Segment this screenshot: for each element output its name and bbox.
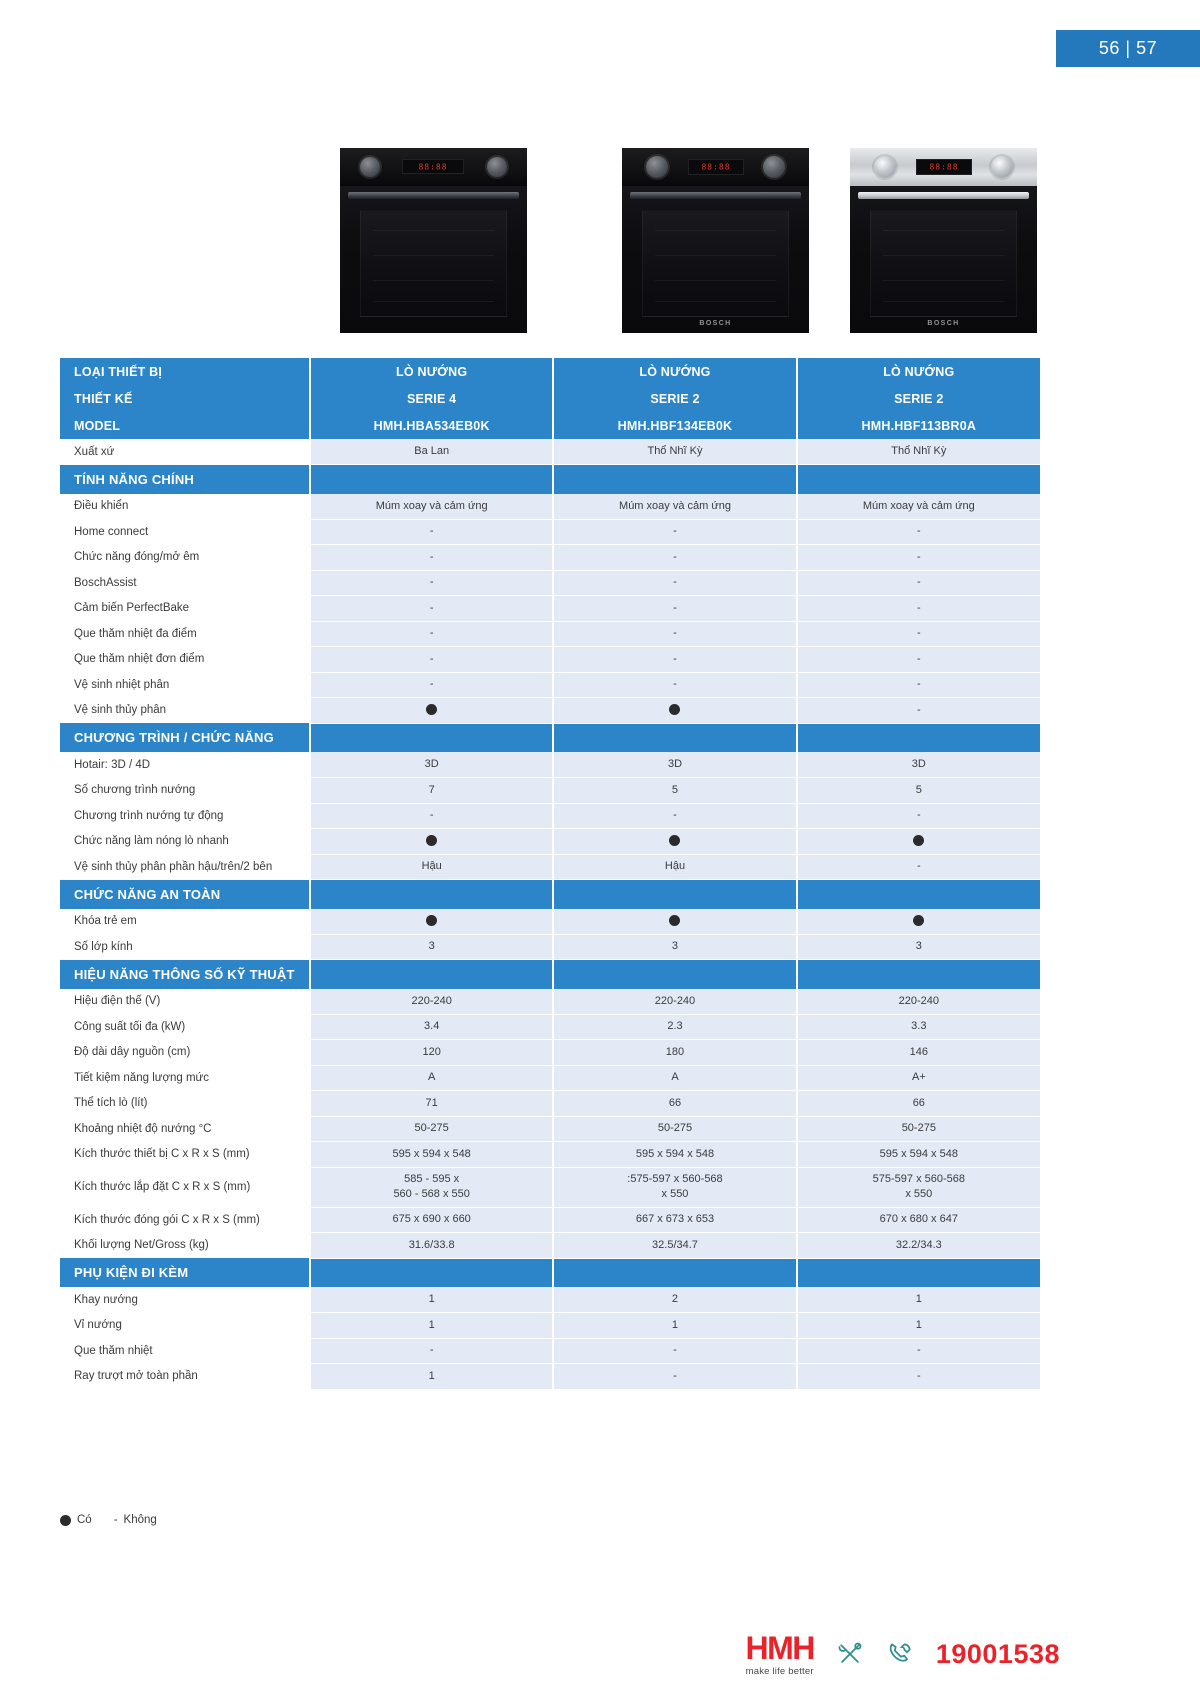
- section-fill: [553, 1258, 796, 1287]
- row-label: Độ dài dây nguồn (cm): [60, 1040, 310, 1066]
- table-cell: 180: [553, 1040, 796, 1066]
- row-label: Công suất tối đa (kW): [60, 1014, 310, 1040]
- table-cell: -: [310, 621, 553, 647]
- bosch-logo: BOSCH: [699, 320, 732, 327]
- legend-dash-icon: -: [113, 1514, 118, 1526]
- table-cell: 7: [310, 778, 553, 804]
- door-handle: [630, 192, 801, 199]
- bosch-logo: BOSCH: [927, 320, 960, 327]
- table-cell: 3D: [553, 752, 796, 778]
- legend-no-label: Không: [123, 1514, 157, 1526]
- row-label: Hiệu điện thế (V): [60, 989, 310, 1015]
- section-title: PHỤ KIỆN ĐI KÈM: [60, 1258, 310, 1287]
- yes-dot-icon: [426, 704, 437, 715]
- section-fill: [310, 880, 553, 909]
- section-fill: [797, 1258, 1040, 1287]
- table-cell: 32.5/34.7: [553, 1233, 796, 1259]
- table-row: [60, 1116, 1040, 1142]
- table-cell: 585 - 595 x 560 - 568 x 550: [310, 1167, 553, 1207]
- knob-left-icon: [646, 156, 668, 178]
- section-fill: [310, 465, 553, 494]
- table-row: [60, 1014, 1040, 1040]
- row-label: Khoảng nhiệt độ nướng °C: [60, 1116, 310, 1142]
- table-cell: Thổ Nhĩ Kỳ: [553, 439, 796, 465]
- header-cell: SERIE 2: [553, 385, 796, 412]
- table-row: [60, 519, 1040, 545]
- table-cell: 3.3: [797, 1014, 1040, 1040]
- door-handle: [348, 192, 519, 199]
- table-cell: 1: [310, 1364, 553, 1390]
- table-header-row: [60, 385, 1040, 412]
- row-label: Cảm biến PerfectBake: [60, 596, 310, 622]
- table-row: [60, 803, 1040, 829]
- table-cell: 66: [553, 1091, 796, 1117]
- table-cell: -: [553, 647, 796, 673]
- table-row: [60, 1065, 1040, 1091]
- row-label: Khối lượng Net/Gross (kg): [60, 1233, 310, 1259]
- table-cell: 1: [310, 1313, 553, 1339]
- table-row: [60, 1142, 1040, 1168]
- table-cell: -: [310, 1338, 553, 1364]
- table-cell: -: [553, 803, 796, 829]
- table-cell: 5: [553, 778, 796, 804]
- tools-icon: [836, 1640, 864, 1668]
- knob-left-icon: [360, 157, 380, 177]
- footer: [0, 1632, 1200, 1677]
- hotline-number: 19001538: [935, 1638, 1060, 1669]
- table-cell: [553, 829, 796, 855]
- product-image-serie2-steel: [850, 148, 1037, 333]
- row-label: Que thăm nhiệt đơn điểm: [60, 647, 310, 673]
- row-label: Home connect: [60, 519, 310, 545]
- yes-dot-icon: [669, 835, 680, 846]
- row-label: Khay nướng: [60, 1287, 310, 1313]
- table-cell: -: [310, 803, 553, 829]
- table-cell: 71: [310, 1091, 553, 1117]
- row-label: Số chương trình nướng: [60, 778, 310, 804]
- table-row: [60, 439, 1040, 465]
- row-label: Kích thước đóng gói C x R x S (mm): [60, 1207, 310, 1233]
- table-cell: -: [310, 647, 553, 673]
- table-cell: -: [797, 1338, 1040, 1364]
- door-glass: [642, 210, 789, 317]
- table-row: [60, 829, 1040, 855]
- table-cell: -: [797, 545, 1040, 571]
- table-row: [60, 854, 1040, 880]
- header-row-label: LOẠI THIẾT BỊ: [60, 358, 310, 385]
- header-cell: HMH.HBF113BR0A: [797, 412, 1040, 439]
- table-cell: -: [797, 647, 1040, 673]
- table-cell: [310, 909, 553, 935]
- table-cell: [310, 698, 553, 724]
- table-cell: A: [310, 1065, 553, 1091]
- section-fill: [797, 723, 1040, 752]
- table-cell: 667 x 673 x 653: [553, 1207, 796, 1233]
- legend-yes-label: Có: [77, 1514, 92, 1526]
- table-cell: 1: [797, 1287, 1040, 1313]
- table-section-row: [60, 723, 1040, 752]
- legend-dot-icon: [60, 1515, 71, 1526]
- display-panel: [688, 159, 744, 175]
- table-cell: 3D: [797, 752, 1040, 778]
- control-panel: [850, 148, 1037, 186]
- knob-right-icon: [763, 156, 785, 178]
- section-fill: [553, 880, 796, 909]
- table-row: [60, 1167, 1040, 1207]
- table-cell: -: [553, 672, 796, 698]
- table-cell: -: [310, 672, 553, 698]
- display-text: 88:88: [418, 162, 448, 171]
- table-row: [60, 672, 1040, 698]
- table-row: [60, 1091, 1040, 1117]
- table-cell: 50-275: [310, 1116, 553, 1142]
- page-number-badge: 56 | 57: [1056, 30, 1200, 67]
- table-cell: 50-275: [797, 1116, 1040, 1142]
- table-cell: 2.3: [553, 1014, 796, 1040]
- table-row: [60, 934, 1040, 960]
- table-row: [60, 596, 1040, 622]
- table-cell: 50-275: [553, 1116, 796, 1142]
- yes-dot-icon: [426, 915, 437, 926]
- hmh-logo-tagline: make life better: [745, 1666, 814, 1677]
- oven-illustration: [622, 148, 809, 333]
- yes-dot-icon: [669, 915, 680, 926]
- table-cell: -: [553, 1338, 796, 1364]
- table-cell: 5: [797, 778, 1040, 804]
- row-label: BoschAssist: [60, 570, 310, 596]
- section-title: HIỆU NĂNG THÔNG SỐ KỸ THUẬT: [60, 960, 310, 989]
- table-row: [60, 647, 1040, 673]
- product-image-serie4-black: [340, 148, 527, 333]
- section-fill: [553, 960, 796, 989]
- table-cell: 66: [797, 1091, 1040, 1117]
- table-row: [60, 1207, 1040, 1233]
- table-cell: -: [797, 570, 1040, 596]
- table-cell: :575-597 x 560-568 x 550: [553, 1167, 796, 1207]
- row-label: Xuất xứ: [60, 439, 310, 465]
- table-cell: [797, 829, 1040, 855]
- row-label: Vệ sinh thủy phân phần hậu/trên/2 bên: [60, 854, 310, 880]
- table-cell: Ba Lan: [310, 439, 553, 465]
- row-label: Que thăm nhiệt: [60, 1338, 310, 1364]
- table-cell: 31.6/33.8: [310, 1233, 553, 1259]
- table-cell: 595 x 594 x 548: [797, 1142, 1040, 1168]
- table-cell: -: [553, 1364, 796, 1390]
- knob-right-icon: [991, 156, 1013, 178]
- table-header-row: [60, 412, 1040, 439]
- header-cell: LÒ NƯỚNG: [553, 358, 796, 385]
- table-cell: 3: [797, 934, 1040, 960]
- display-panel: [402, 159, 464, 174]
- control-panel: [340, 148, 527, 186]
- table-row: [60, 545, 1040, 571]
- product-image-row: [60, 148, 1040, 333]
- section-title: TÍNH NĂNG CHÍNH: [60, 465, 310, 494]
- door-handle: [858, 192, 1029, 199]
- table-row: [60, 752, 1040, 778]
- table-cell: [553, 698, 796, 724]
- table-row: [60, 1364, 1040, 1390]
- table-cell: Hậu: [553, 854, 796, 880]
- table-cell: -: [553, 545, 796, 571]
- row-label: Kích thước thiết bị C x R x S (mm): [60, 1142, 310, 1168]
- header-row-label: THIẾT KẾ: [60, 385, 310, 412]
- table-cell: 220-240: [310, 989, 553, 1015]
- display-panel: [916, 159, 972, 175]
- section-title: CHỨC NĂNG AN TOÀN: [60, 880, 310, 909]
- table-row: [60, 698, 1040, 724]
- yes-dot-icon: [669, 704, 680, 715]
- table-cell: 1: [553, 1313, 796, 1339]
- table-cell: Hậu: [310, 854, 553, 880]
- table-row: [60, 570, 1040, 596]
- table-row: [60, 909, 1040, 935]
- row-label: Tiết kiệm năng lượng mức: [60, 1065, 310, 1091]
- knob-right-icon: [487, 157, 507, 177]
- table-row: [60, 621, 1040, 647]
- table-cell: Thổ Nhĩ Kỳ: [797, 439, 1040, 465]
- row-label: Điều khiển: [60, 494, 310, 520]
- row-label: Chức năng làm nóng lò nhanh: [60, 829, 310, 855]
- table-cell: -: [310, 570, 553, 596]
- table-cell: 3D: [310, 752, 553, 778]
- row-label: Thể tích lò (lít): [60, 1091, 310, 1117]
- table-cell: 220-240: [553, 989, 796, 1015]
- table-cell: -: [797, 698, 1040, 724]
- oven-illustration: [340, 148, 527, 333]
- display-text: 88:88: [701, 162, 731, 172]
- table-cell: 2: [553, 1287, 796, 1313]
- table-header-row: [60, 358, 1040, 385]
- table-row: [60, 494, 1040, 520]
- table-cell: Múm xoay và cảm ứng: [797, 494, 1040, 520]
- row-label: Chương trình nướng tự động: [60, 803, 310, 829]
- row-label: Số lớp kính: [60, 934, 310, 960]
- row-label: Kích thước lắp đặt C x R x S (mm): [60, 1167, 310, 1207]
- legend: [60, 1514, 157, 1526]
- row-label: Hotair: 3D / 4D: [60, 752, 310, 778]
- hmh-logo: [745, 1632, 813, 1677]
- oven-door: [850, 186, 1037, 333]
- row-label: Que thăm nhiệt đa điểm: [60, 621, 310, 647]
- table-cell: -: [797, 596, 1040, 622]
- table-cell: 1: [797, 1313, 1040, 1339]
- table-cell: -: [553, 519, 796, 545]
- header-cell: SERIE 2: [797, 385, 1040, 412]
- table-cell: -: [797, 803, 1040, 829]
- table-cell: A+: [797, 1065, 1040, 1091]
- product-image-serie2-black: [622, 148, 809, 333]
- section-fill: [797, 880, 1040, 909]
- table-cell: Múm xoay và cảm ứng: [310, 494, 553, 520]
- table-section-row: [60, 880, 1040, 909]
- table-cell: 670 x 680 x 647: [797, 1207, 1040, 1233]
- table-row: [60, 1040, 1040, 1066]
- section-fill: [553, 723, 796, 752]
- table-row: [60, 1338, 1040, 1364]
- section-fill: [310, 723, 553, 752]
- row-label: Ray trượt mở toàn phần: [60, 1364, 310, 1390]
- table-cell: 220-240: [797, 989, 1040, 1015]
- table-cell: 575-597 x 560-568 x 550: [797, 1167, 1040, 1207]
- table-cell: -: [310, 596, 553, 622]
- table-cell: 3: [553, 934, 796, 960]
- table-cell: -: [797, 854, 1040, 880]
- table-section-row: [60, 960, 1040, 989]
- table-cell: 32.2/34.3: [797, 1233, 1040, 1259]
- section-fill: [310, 1258, 553, 1287]
- table-section-row: [60, 1258, 1040, 1287]
- table-cell: 595 x 594 x 548: [553, 1142, 796, 1168]
- table-cell: -: [797, 621, 1040, 647]
- table-cell: 1: [310, 1287, 553, 1313]
- oven-door: [340, 186, 527, 333]
- yes-dot-icon: [913, 915, 924, 926]
- table-cell: Múm xoay và cảm ứng: [553, 494, 796, 520]
- table-cell: -: [553, 596, 796, 622]
- table-cell: 3: [310, 934, 553, 960]
- header-row-label: MODEL: [60, 412, 310, 439]
- table-cell: 146: [797, 1040, 1040, 1066]
- header-cell: SERIE 4: [310, 385, 553, 412]
- table-row: [60, 1233, 1040, 1259]
- table-cell: 595 x 594 x 548: [310, 1142, 553, 1168]
- door-glass: [360, 210, 507, 317]
- table-cell: -: [797, 672, 1040, 698]
- table-cell: -: [553, 621, 796, 647]
- table-row: [60, 989, 1040, 1015]
- spec-comparison-table: [60, 358, 1040, 1390]
- section-fill: [310, 960, 553, 989]
- oven-door: [622, 186, 809, 333]
- section-fill: [553, 465, 796, 494]
- hmh-logo-mark: HMH: [745, 1630, 814, 1666]
- table-cell: 3.4: [310, 1014, 553, 1040]
- table-cell: -: [797, 519, 1040, 545]
- table-cell: -: [310, 545, 553, 571]
- table-cell: [553, 909, 796, 935]
- table-section-row: [60, 465, 1040, 494]
- row-label: Vệ sinh nhiệt phân: [60, 672, 310, 698]
- table-row: [60, 778, 1040, 804]
- phone-call-icon: [886, 1640, 914, 1668]
- display-text: 88:88: [929, 162, 959, 172]
- knob-left-icon: [874, 156, 896, 178]
- yes-dot-icon: [426, 835, 437, 846]
- header-cell: HMH.HBF134EB0K: [553, 412, 796, 439]
- section-fill: [797, 465, 1040, 494]
- table-cell: 120: [310, 1040, 553, 1066]
- row-label: Vỉ nướng: [60, 1313, 310, 1339]
- control-panel: [622, 148, 809, 186]
- door-glass: [870, 210, 1017, 317]
- table-cell: 675 x 690 x 660: [310, 1207, 553, 1233]
- table-cell: -: [310, 519, 553, 545]
- table-cell: [797, 909, 1040, 935]
- header-cell: HMH.HBA534EB0K: [310, 412, 553, 439]
- header-cell: LÒ NƯỚNG: [310, 358, 553, 385]
- table-row: [60, 1313, 1040, 1339]
- header-cell: LÒ NƯỚNG: [797, 358, 1040, 385]
- row-label: Chức năng đóng/mở êm: [60, 545, 310, 571]
- row-label: Khóa trẻ em: [60, 909, 310, 935]
- table-row: [60, 1287, 1040, 1313]
- table-cell: [310, 829, 553, 855]
- section-title: CHƯƠNG TRÌNH / CHỨC NĂNG: [60, 723, 310, 752]
- yes-dot-icon: [913, 835, 924, 846]
- oven-illustration: [850, 148, 1037, 333]
- section-fill: [797, 960, 1040, 989]
- table-cell: -: [553, 570, 796, 596]
- table-cell: A: [553, 1065, 796, 1091]
- table-cell: -: [797, 1364, 1040, 1390]
- row-label: Vệ sinh thủy phân: [60, 698, 310, 724]
